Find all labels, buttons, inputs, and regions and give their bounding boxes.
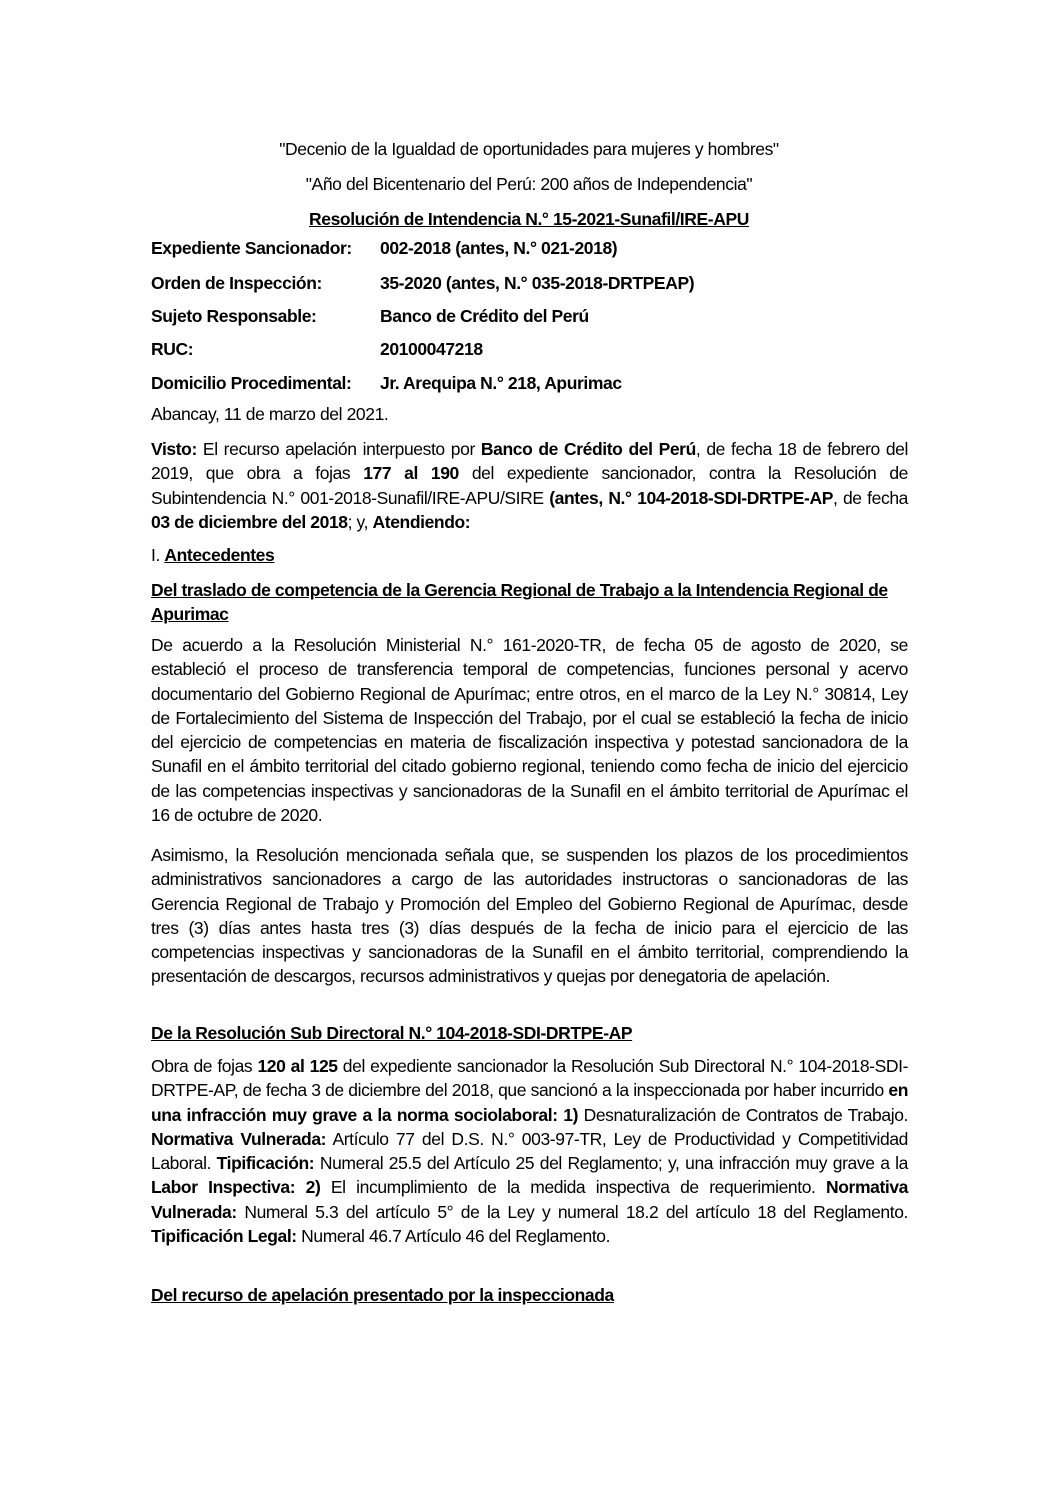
meta-label-domicilio: Domicilio Procedimental:: [151, 373, 352, 393]
visto-text-3: del expediente sancionador, contra la Resolución de Subintendencia N.° 001-2018-Sunafil/IRE-APU/SIRE: [151, 463, 908, 508]
motto-decenio: "Decenio de la Igualdad de oportunidades para mujeres y hombres": [279, 139, 779, 159]
meta-value-orden: 35-2020 (antes, N.° 035-2018-DRTPEAP): [380, 273, 695, 293]
sub2-bold-6: Normativa Vulnerada:: [151, 1177, 909, 1222]
meta-label-sujeto: Sujeto Responsable:: [151, 306, 317, 326]
sub2-text-3: Desnaturalización de Contratos de Trabajo.: [578, 1104, 908, 1125]
meta-value-ruc: 20100047218: [380, 339, 483, 359]
visto-text-2: , de fecha 18 de febrero del 2019, que obra a fojas: [151, 439, 909, 484]
visto-text-4: , de fecha: [832, 487, 908, 508]
place-date: Abancay, 11 de marzo del 2021.: [151, 404, 389, 424]
sub2-text-2: del expediente sancionador la Resolución Sub Directoral N.° 104-2018-SDI- DRTPE-AP, de fecha 3 de diciembre del 2018, que sancionó a la inspeccionada por haber incurrido: [151, 1056, 908, 1101]
resolution-title: Resolución de Intendencia N.° 15-2021-Sunafil/IRE-APU: [309, 209, 749, 229]
visto-label: Visto:: [151, 439, 197, 459]
sub2-bold-2: en una infracción muy grave a la norma sociolaboral: 1): [151, 1080, 908, 1125]
section-title: Antecedentes: [164, 545, 275, 565]
sub2-bold-1: 120 al 125: [257, 1056, 338, 1076]
meta-value-domicilio: Jr. Arequipa N.° 218, Apurimac: [380, 373, 622, 393]
meta-value-expediente: 002-2018 (antes, N.° 021-2018): [380, 238, 618, 258]
meta-value-sujeto: Banco de Crédito del Perú: [380, 306, 589, 326]
subheading-resolucion-sub-directoral: De la Resolución Sub Directoral N.° 104-2018-SDI-DRTPE-AP: [151, 1023, 633, 1043]
sub2-text-6: El incumplimiento de la medida inspectiva de requerimiento.: [320, 1177, 827, 1198]
visto-bold-3: (antes, N.° 104-2018-SDI-DRTPE-AP: [549, 487, 833, 508]
section-antecedentes: [151, 543, 908, 567]
sub2-bold-7: Tipificación Legal:: [151, 1226, 297, 1247]
visto-bold-1: Banco de Crédito del Perú: [480, 439, 696, 459]
meta-label-expediente: Expediente Sancionador:: [151, 238, 352, 258]
sub2-text-5: Numeral 25.5 del Artículo 25 del Reglamento; y, una infracción muy grave a la: [314, 1153, 908, 1174]
sub2-bold-4: Tipificación:: [216, 1153, 315, 1174]
visto-text-1: El recurso apelación interpuesto por: [196, 439, 481, 459]
section-number: I.: [151, 545, 165, 565]
motto-bicentenario: "Año del Bicentenario del Perú: 200 años de Independencia": [305, 174, 753, 194]
paragraph-obra-de-fojas: [151, 1054, 908, 1248]
visto-bold-4: 03 de diciembre del 2018: [151, 511, 348, 532]
visto-paragraph: [151, 437, 908, 534]
sub2-text-8: Numeral 46.7 Artículo 46 del Reglamento.: [296, 1226, 611, 1247]
visto-text-5: ; y,: [347, 511, 373, 532]
sub2-bold-5: Labor Inspectiva: 2): [151, 1177, 321, 1198]
subheading-traslado: Del traslado de competencia de la Gerencia Regional de Trabajo a la Intendencia Regional de Apurimac: [151, 580, 888, 625]
subheading-recurso-apelacion: Del recurso de apelación presentado por la inspeccionada: [151, 1285, 614, 1305]
meta-label-orden: Orden de Inspección:: [151, 273, 322, 293]
visto-bold-2: 177 al 190: [363, 463, 459, 484]
sub2-text-4: Artículo 77 del D.S. N.° 003-97-TR, Ley de Productividad y Competitividad Laboral.: [151, 1128, 908, 1174]
visto-bold-5: Atendiendo:: [372, 511, 471, 532]
sub2-bold-3: Normativa Vulnerada:: [151, 1128, 327, 1149]
paragraph-asimismo: Asimismo, la Resolución mencionada señala que, se suspenden los plazos de los procedimientos administrativos sancionadores a cargo de las autoridades instructoras o sancionadoras de las Gerencia Regional de Trabajo y Promoción del Empleo del Gobierno Regional de Apurímac, desde tres (3) días antes hasta tres (3) días después de la fecha de inicio para el ejercicio de las competencias inspectivas y sancionadoras de la Sunafil en el ámbito territorial, comprendiendo la presentación de descargos, recursos administrativos y quejas por denegatoria de apelación.: [151, 845, 908, 987]
sub2-text-7: Numeral 5.3 del artículo 5° de la Ley y numeral 18.2 del artículo 18 del Reglamento.: [236, 1201, 908, 1222]
paragraph-resolucion-ministerial: De acuerdo a la Resolución Ministerial N.° 161-2020-TR, de fecha 05 de agosto de 2020, se estableció el proceso de transferencia temporal de competencias, funciones personal y acervo documentario del Gobierno Regional de Apurímac; entre otros, en el marco de la Ley N.° 30814, Ley de Fortalecimiento del Sistema de Inspección del Trabajo, por el cual se estableció la fecha de inicio del ejercicio de competencias en materia de fiscalización inspectiva y potestad sancionadora de la Sunafil en el ámbito territorial del citado gobierno regional, teniendo como fecha de inicio del ejercicio de las competencias inspectivas y sancionadoras de la Sunafil en el ámbito territorial de Apurímac el 16 de octubre de 2020.: [151, 635, 908, 826]
meta-label-ruc: RUC:: [151, 339, 194, 359]
sub2-text-1: Obra de fojas: [151, 1056, 258, 1076]
